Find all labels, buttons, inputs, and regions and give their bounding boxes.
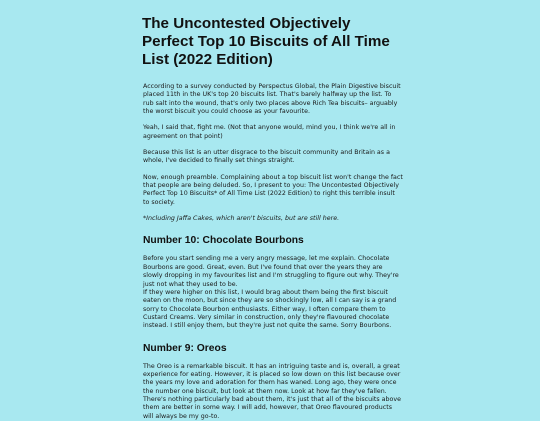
section-paragraph: Before you start sending me a very angry message, let me explain. Chocolate Bourbons are good. Great, even. But I've found that over the years they are slowly dropping in my favourites list and I'm struggling to figure out why. They're just not what they used to be. (143, 255, 399, 288)
section-paragraph: If they were higher on this list, I would brag about them being the first biscuit eaten on the moon, but since they are so shockingly low, all I can say is a grand sorry to Chocolate Bourbon enthusiasts. Either way, I often compare them to Custard Creams. Very similar in construction, only they're flavoured chocolate instead. I still enjoy them, but they're just not quite the same. Sorry Bourbons. (143, 288, 397, 330)
footnote: *Including Jaffa Cakes, which aren't biscuits, but are still here. (143, 215, 340, 223)
section-heading-number-10: Number 10: Chocolate Bourbons (143, 235, 304, 247)
intro-paragraph: Because this list is an utter disgrace to the biscuit community and Britain as a whole, I've decided to finally set things straight. (143, 149, 390, 165)
intro-paragraph: Yeah, I said that, fight me. (Not that anyone would, mind you, I think we're all in agreement on that point) (143, 124, 396, 140)
intro-paragraph: According to a survey conducted by Perspectus Global, the Plain Digestive biscuit placed 11th in the UK's top 20 biscuits list. That's barely halfway up the list. To rub salt into the wound, that's only two places above Rich Tea biscuits– arguably the worst biscuit you could choose as your favourite. (143, 83, 401, 116)
article (139, 0, 403, 420)
section-heading-number-9: Number 9: Oreos (143, 342, 227, 354)
article-title: The Uncontested Objectively Perfect Top 10 Biscuits of All Time List (2022 Edition) (142, 15, 390, 68)
intro-paragraph: Now, enough preamble. Complaining about a top biscuit list won't change the fact that people are being deluded. So, I present to you: The Uncontested Objectively Perfect Top 10 Biscuits* of All Time List (2022 Edition) to right this terrible insult to society. (143, 173, 403, 206)
section-paragraph: The Oreo is a remarkable biscuit. It has an intriguing taste and is, overall, a great experience for eating. However, it is placed so low down on this list because over the years my love and adoration for them has waned. Long ago, they were once the number one biscuit, but look at them now. Look at how far they've fallen. There's nothing particularly bad about them, it's just that all of the biscuits above them are better in some way. I will add, however, that Oreo flavoured products will always be my go-to. (143, 362, 401, 420)
